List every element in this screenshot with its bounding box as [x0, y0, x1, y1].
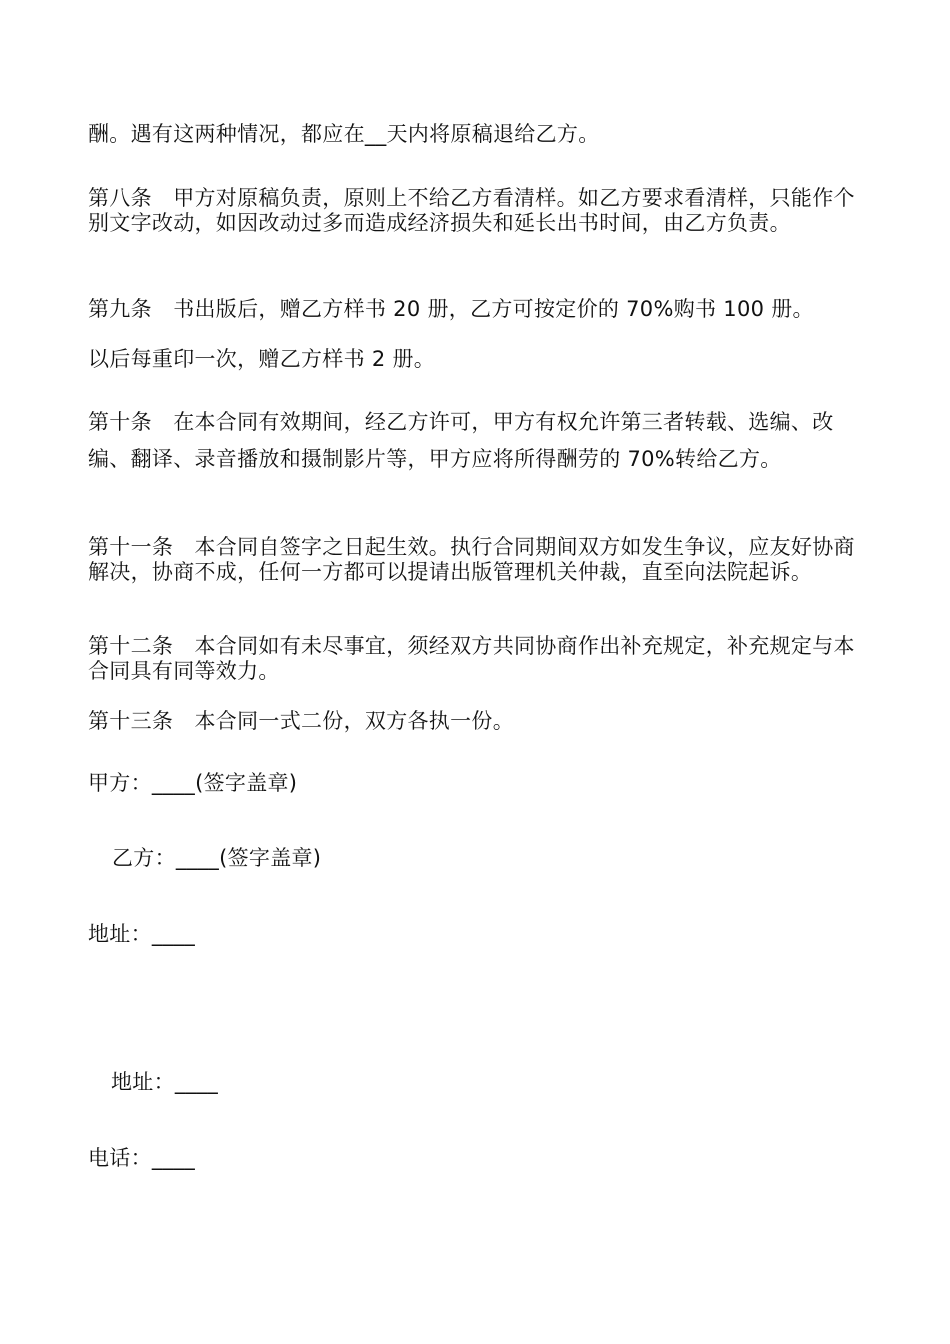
party-a-signature: 甲方：____(签字盖章): [88, 771, 298, 795]
clause-11: 第十一条 本合同自签字之日起生效。执行合同期间双方如发生争议，应友好协商解决，协商不成，任何一方都可以提请出版管理机关仲裁，直至向法院起诉。: [88, 535, 855, 584]
party-b-signature: 乙方：____(签字盖章): [112, 846, 322, 870]
party-a-address: 地址：____: [88, 922, 196, 946]
phone: 电话：____: [88, 1146, 196, 1170]
clause-10: 第十条 在本合同有效期间，经乙方许可，甲方有权允许第三者转载、选编、改编、翻译、录音播放和摄制影片等，甲方应将所得酬劳的 70%转给乙方。: [88, 410, 834, 471]
paragraph-continuation: 酬。遇有这两种情况，都应在__天内将原稿退给乙方。: [88, 122, 600, 146]
clause-12: 第十二条 本合同如有未尽事宜，须经双方共同协商作出补充规定，补充规定与本合同具有同等效力。: [88, 634, 855, 683]
clause-13: 第十三条 本合同一式二份，双方各执一份。: [88, 709, 514, 733]
clause-9: 第九条 书出版后，赠乙方样书 20 册，乙方可按定价的 70%购书 100 册。: [88, 297, 814, 321]
clause-8: 第八条 甲方对原稿负责，原则上不给乙方看清样。如乙方要求看清样，只能作个别文字改动，如因改动过多而造成经济损失和延长出书时间，由乙方负责。: [88, 186, 855, 235]
party-b-address: 地址：____: [111, 1070, 219, 1094]
clause-9-continued: 以后每重印一次，赠乙方样书 2 册。: [88, 347, 436, 371]
